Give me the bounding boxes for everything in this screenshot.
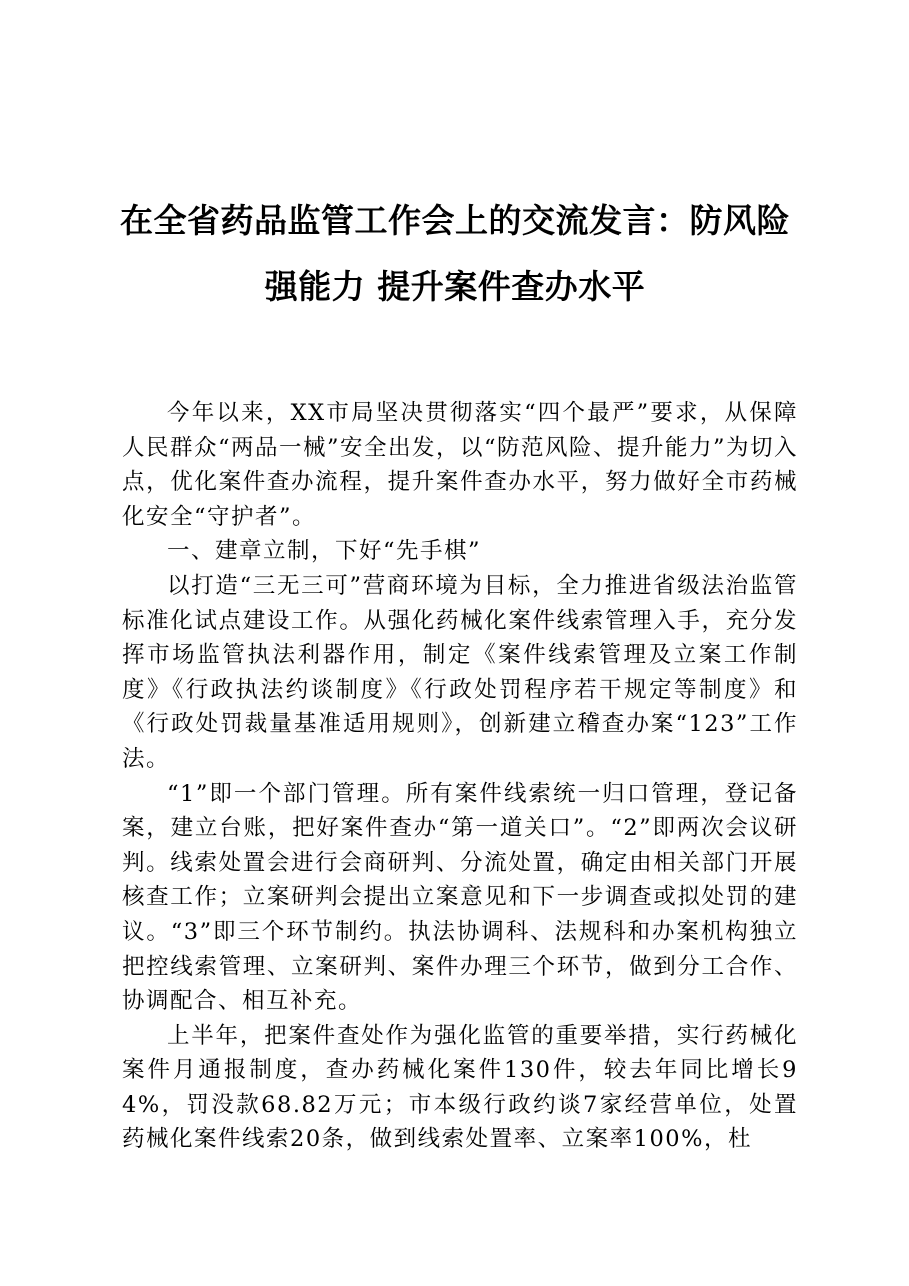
- paragraph-123-method: “1”即一个部门管理。所有案件线索统一归口管理，登记备案，建立台账，把好案件查办“第一道关口”。“2”即两次会议研判。线索处置会进行会商研判、分流处置，确定由相关部门开展核查工作；立案研判会提出立案意见和下一步调查或拟处罚的建议。“3”即三个环节制约。执法协调科、法规科和办案机构独立把控线索管理、立案研判、案件办理三个环节，做到分工合作、协调配合、相互补充。: [122, 780, 798, 1015]
- document-title: [110, 188, 800, 320]
- paragraph-first-half-results: 上半年，把案件查处作为强化监管的重要举措，实行药械化案件月通报制度，查办药械化案件130件，较去年同比增长94%，罚没款68.82万元；市本级行政约谈7家经营单位，处置药械化案件线索20条，做到线索处置率、立案率100%，杜: [122, 1022, 798, 1153]
- document-body: [122, 396, 798, 1157]
- paragraph-intro: 今年以来，XX市局坚决贯彻落实“四个最严”要求，从保障人民群众“两品一械”安全出发，以“防范风险、提升能力”为切入点，优化案件查办流程，提升案件查办水平，努力做好全市药械化安全“守护者”。: [122, 400, 799, 530]
- paragraph-system-building: 以打造“三无三可”营商环境为目标，全力推进省级法治监管标准化试点建设工作。从强化药械化案件线索管理入手，充分发挥市场监管执法利器作用，制定《案件线索管理及立案工作制度》《行政执法约谈制度》《行政处罚程序若干规定等制度》和《行政处罚裁量基准适用规则》，创新建立稽查办案“123”工作法。: [122, 572, 798, 772]
- section-heading-1: 一、建章立制，下好“先手棋”: [167, 538, 482, 565]
- title-line-2: 强能力 提升案件查办水平: [264, 267, 646, 306]
- title-line-1: 在全省药品监管工作会上的交流发言：防风险: [120, 201, 790, 240]
